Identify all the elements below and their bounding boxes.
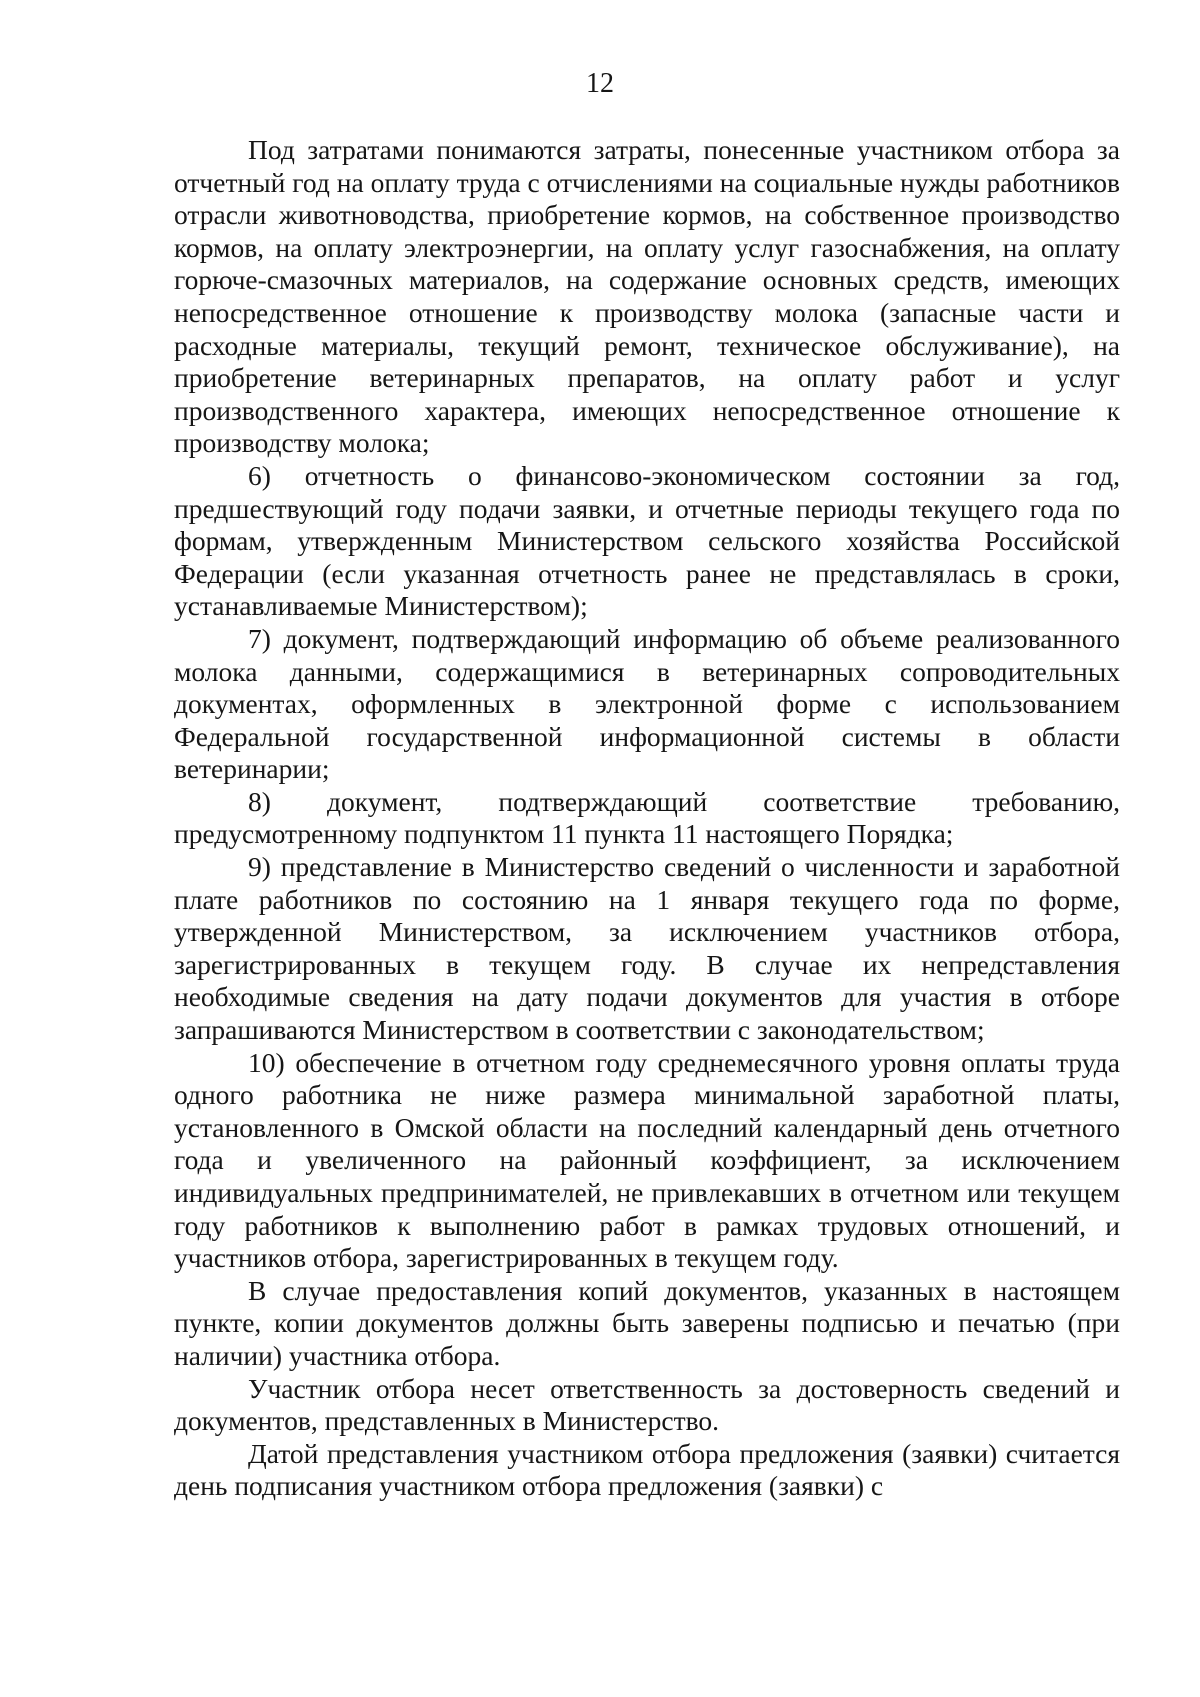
document-body [174, 134, 1120, 1503]
paragraph-item-9: 9) представление в Министерство сведений о численности и заработной плате работников по состоянию на 1 января текущего года по форме, утвержденной Министерством, за исключением участников отбора, зарегистрированных в текущем году. В случае их непредставления необходимые сведения на дату подачи документов для участия в отборе запрашиваются Министерством в соответствии с законодательством; [174, 851, 1120, 1046]
paragraph-item-6: 6) отчетность о финансово-экономическом состоянии за год, предшествующий году подачи заявки, и отчетные периоды текущего года по формам, утвержденным Министерством сельского хозяйства Российской Федерации (если указанная отчетность ранее не представлялась в сроки, устанавливаемые Министерством); [174, 459, 1120, 622]
paragraph-responsibility: Участник отбора несет ответственность за достоверность сведений и документов, представленных в Министерство. [174, 1372, 1120, 1437]
paragraph-expenses-definition: Под затратами понимаются затраты, понесенные участником отбора за отчетный год на оплату труда с отчислениями на социальные нужды работников отрасли животноводства, приобретение кормов, на собственное производство кормов, на оплату электроэнергии, на оплату услуг газоснабжения, на оплату горюче-смазочных материалов, на содержание основных средств, имеющих непосредственное отношение к производству молока (запасные части и расходные материалы, текущий ремонт, техническое обслуживание), на приобретение ветеринарных препаратов, на оплату работ и услуг производственного характера, имеющих непосредственное отношение к производству молока; [174, 134, 1120, 459]
paragraph-item-10: 10) обеспечение в отчетном году среднемесячного уровня оплаты труда одного работника не ниже размера минимальной заработной платы, установленного в Омской области на последний календарный день отчетного года и увеличенного на районный коэффициент, за исключением индивидуальных предпринимателей, не привлекавших в отчетном или текущем году работников к выполнению работ в рамках трудовых отношений, и участников отбора, зарегистрированных в текущем году. [174, 1046, 1120, 1274]
page-number: 12 [586, 68, 614, 99]
paragraph-item-7: 7) документ, подтверждающий информацию об объеме реализованного молока данными, содержащимися в ветеринарных сопроводительных документах, оформленных в электронной форме с использованием Федеральной государственной информационной системы в области ветеринарии; [174, 622, 1120, 785]
paragraph-submission-date: Датой представления участником отбора предложения (заявки) считается день подписания участником отбора предложения (заявки) с [174, 1437, 1120, 1502]
paragraph-item-8: 8) документ, подтверждающий соответствие требованию, предусмотренному подпунктом 11 пункта 11 настоящего Порядка; [174, 785, 1120, 850]
paragraph-copies-certification: В случае предоставления копий документов, указанных в настоящем пункте, копии документов должны быть заверены подписью и печатью (при наличии) участника отбора. [174, 1274, 1120, 1371]
